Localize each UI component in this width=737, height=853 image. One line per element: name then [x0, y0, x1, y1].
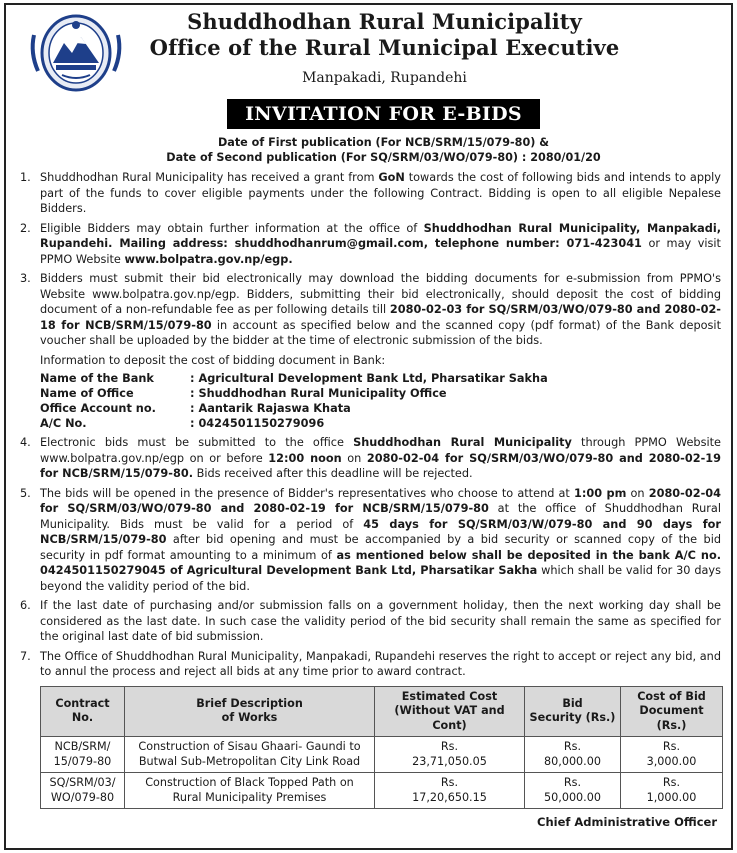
clause-6	[18, 598, 721, 645]
pub-date-line-2: Date of Second publication (For SQ/SRM/03/WO/079-80) : 2080/01/20	[166, 151, 601, 164]
notice-body	[18, 170, 721, 831]
clause-number: 7.	[20, 649, 31, 663]
col-contract-no: Contract No.	[41, 686, 125, 737]
clause-text: The Office of Shuddhodhan Rural Municipality, Manpakadi, Rupandehi reserves the right to accept or reject any bid, and to annul the process and reject all bids at any time prior to award contract.	[40, 649, 721, 678]
clause-number: 3.	[20, 272, 31, 285]
invitation-banner: INVITATION FOR E-BIDS	[227, 99, 540, 129]
cell-doc-cost: Rs. 1,000.00	[621, 773, 723, 809]
text-run: on	[626, 486, 649, 500]
table-row	[41, 737, 723, 773]
municipality-emblem-icon	[26, 13, 126, 93]
text-run: which shall be valid for 30 days beyond the validity period of the bid.	[40, 564, 721, 593]
pub-date-line-1: Date of First publication (For NCB/SRM/15/079-80) &	[217, 136, 550, 149]
clause-text	[40, 435, 721, 482]
col-estimated-cost: Estimated Cost (Without VAT and Cont)	[375, 686, 525, 737]
text-run: after bid opening and must be accompanied by a bid security or scanned copy of the bid security in pdf format amounting to a minimum of	[40, 533, 721, 562]
text-run-bold: 2080-02-04 for SQ/SRM/03/WO/079-80 and 2080-02-19 for NCB/SRM/15/079-80.	[40, 451, 721, 480]
text-run: towards the cost of following bids and intends to apply part of the funds to cover eligible payments under the following Contract. Bidding is open to all eligible Nepalese Bidders.	[40, 171, 721, 215]
clause-text	[40, 170, 721, 217]
text-run-bold: 1:00 pm	[573, 486, 627, 500]
text-run-bold: Shuddhodhan Rural Municipality, Manpakadi, Rupandehi. Mailing address: shuddhodhanrum@gmail.com, telephone number: 071-423041	[40, 221, 721, 250]
col-bid-security: Bid Security (Rs.)	[525, 686, 621, 737]
municipality-title: Shuddhodhan Rural Municipality	[187, 9, 582, 34]
banner-wrap	[18, 99, 721, 129]
text-run: on	[341, 451, 367, 465]
col-doc-cost: Cost of Bid Document (Rs.)	[621, 686, 723, 737]
clause-number: 4.	[20, 436, 31, 449]
clause-text	[40, 271, 721, 349]
cell-doc-cost: Rs. 3,000.00	[621, 737, 723, 773]
clause-number: 2.	[20, 221, 31, 235]
table-header-row	[41, 686, 723, 737]
cell-contract-no: SQ/SRM/03/ WO/079-80	[41, 773, 125, 809]
office-title: Office of the Rural Municipal Executive	[149, 35, 620, 60]
bank-key: A/C No.	[40, 417, 87, 430]
clause-2	[18, 221, 721, 268]
text-run-bold: GoN	[378, 171, 405, 184]
text-run-bold: 45 days for SQ/SRM/03/W/079-80 and 90 days for NCB/SRM/15/079-80	[40, 517, 721, 546]
notice-frame	[4, 3, 733, 850]
text-run: Electronic bids must be submitted to the office	[40, 436, 354, 449]
clause-text	[40, 221, 721, 268]
clause-number: 5.	[20, 486, 31, 500]
clause-4	[18, 435, 721, 482]
clause-number: 6.	[20, 599, 31, 612]
text-run: or may visit PPMO Website	[40, 237, 721, 266]
text-run: The bids will be opened in the presence of Bidder's representatives who choose to attend at	[40, 486, 574, 500]
publication-dates	[18, 135, 721, 165]
cell-description: Construction of Black Topped Path on Rural Municipality Premises	[125, 773, 375, 809]
table-row	[41, 773, 723, 809]
clause-5	[18, 486, 721, 595]
bank-row	[40, 401, 721, 416]
text-run-bold: as mentioned below shall be deposited in the bank A/C no. 0424501150279045 of Agricultural Development Bank Ltd, Pharsatikar Sakha	[40, 548, 721, 577]
signature: Chief Administrative Officer	[537, 815, 717, 829]
clause-3	[18, 271, 721, 349]
text-run: in account as specified below and the scanned copy (pdf format) of the Bank deposit voucher shall be uploaded by the bidder at the time of electronic submission of the bids.	[40, 318, 721, 347]
cell-bid-security: Rs. 80,000.00	[525, 737, 621, 773]
bank-row	[40, 371, 721, 386]
cell-estimated-cost: Rs. 17,20,650.15	[375, 773, 525, 809]
cell-description: Construction of Sisau Ghaari- Gaundi to Butwal Sub-Metropolitan City Link Road	[125, 737, 375, 773]
bank-intro: Information to deposit the cost of bidding document in Bank:	[40, 353, 386, 367]
cell-estimated-cost: Rs. 23,71,050.05	[375, 737, 525, 773]
bank-key: Office Account no.	[40, 402, 156, 415]
clause-text: If the last date of purchasing and/or submission falls on a government holiday, then the next working day shall be considered as the last date. In such case the validity period of the bid security shall remain the same as specified for the original last date of bid submission.	[40, 599, 721, 643]
bank-key: Name of the Bank	[40, 372, 154, 385]
text-run: through PPMO Website www.bolpatra.gov.np/egp on or before	[40, 436, 721, 465]
clause-1	[18, 170, 721, 217]
bank-details	[40, 371, 721, 431]
bank-key: Name of Office	[40, 387, 134, 400]
bank-row	[40, 416, 721, 431]
website-link: www.bolpatra.gov.np/egp.	[124, 252, 293, 266]
text-run: Shuddhodhan Rural Municipality has received a grant from	[40, 171, 379, 184]
text-run: Eligible Bidders may obtain further information at the office of	[40, 221, 424, 235]
clause-text	[40, 486, 721, 595]
notice-header	[18, 9, 721, 97]
text-run-bold: Shuddhodhan Rural Municipality	[353, 436, 572, 449]
text-run: at the office of Shuddhodhan Rural Municipality. Bids must be valid for a period of	[40, 502, 721, 531]
text-run-bold: 2080-02-03 for SQ/SRM/03/WO/079-80 and 2080-02-18 for NCB/SRM/15/079-80	[40, 303, 721, 332]
bank-value: : Agricultural Development Bank Ltd, Pharsatikar Sakha	[190, 372, 548, 385]
bank-value: : Aantarik Rajaswa Khata	[190, 402, 351, 415]
clause-number: 1.	[20, 171, 31, 184]
text-run: Bidders must submit their bid electronically may download the bidding documents for e-submission from PPMO's Website www.bolpatra.gov.np/egp. Bidders, submitting their bid electronically, should deposit the cost of bidding document of a non-refundable fee as per following details till	[40, 272, 721, 316]
cell-contract-no: NCB/SRM/ 15/079-80	[41, 737, 125, 773]
bank-value: : 0424501150279096	[190, 417, 325, 430]
cell-bid-security: Rs. 50,000.00	[525, 773, 621, 809]
bank-row	[40, 386, 721, 401]
bank-value: : Shuddhodhan Rural Municipality Office	[190, 387, 447, 400]
location: Manpakadi, Rupandehi	[302, 70, 467, 86]
contracts-table	[40, 686, 723, 810]
clause-7	[18, 649, 721, 680]
text-run: Bids received after this deadline will be rejected.	[193, 467, 473, 480]
text-run-bold: 2080-02-04 for SQ/SRM/03/WO/079-80 and 2080-02-19 for NCB/SRM/15/079-80	[40, 486, 721, 515]
text-run-bold: 12:00 noon	[268, 451, 342, 465]
col-description: Brief Description of Works	[125, 686, 375, 737]
